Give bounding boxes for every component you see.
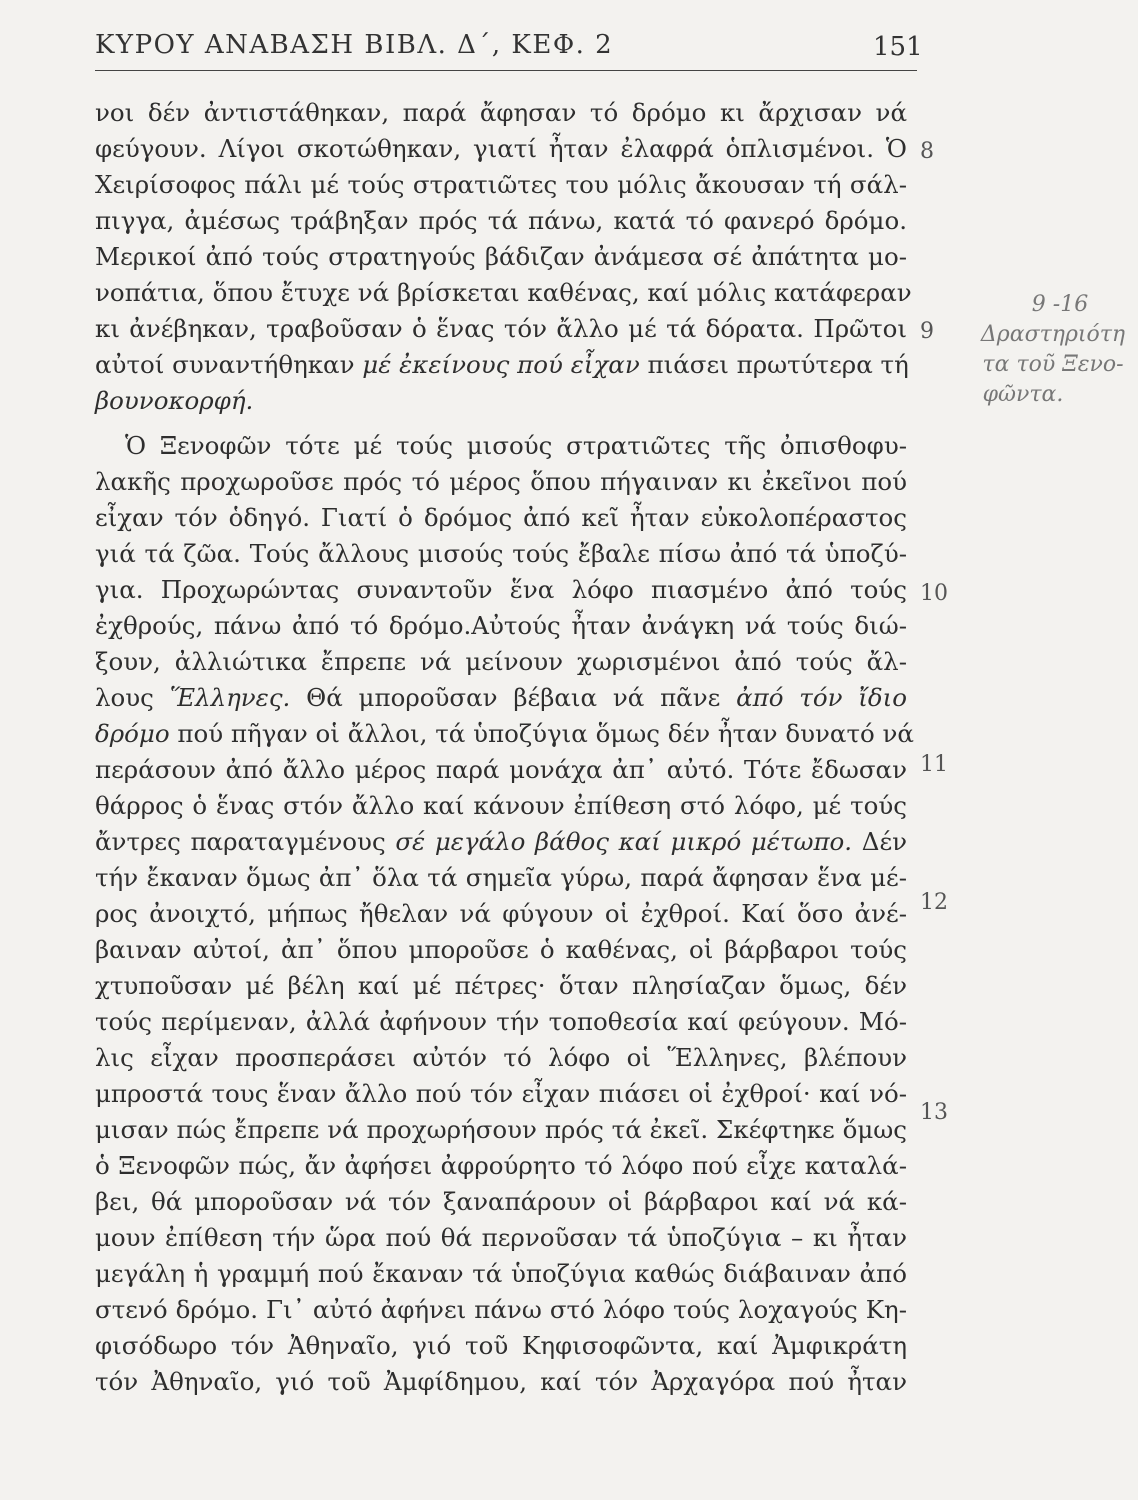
text-line: γιά τά ζῶα. Τούς ἄλλους μισούς τούς ἔβαλε πίσω ἀπό τά ὑποζύ- bbox=[95, 539, 907, 568]
side-note-line: Δραστηριότη bbox=[980, 322, 1126, 347]
text-line: νοπάτια, ὅπου ἔτυχε νά βρίσκεται καθένας, καί μόλις κατάφεραν bbox=[95, 278, 912, 307]
text-line: ἐχθρούς, πάνω ἀπό τό δρόμο.Αὐτούς ἦταν ἀνάγκη νά τούς διώ- bbox=[95, 611, 907, 640]
italic-span: μέ ἐκείνους πού εἶχαν bbox=[362, 350, 640, 379]
text-line: μισαν πώς ἔπρεπε νά προχωρήσουν πρός τά ἐκεῖ. Σκέφτηκε ὅμως bbox=[95, 1115, 907, 1144]
text-line: φισόδωρο τόν Ἀθηναῖο, γιό τοῦ Κηφισοφῶντα, καί Ἀμφικράτη bbox=[95, 1331, 907, 1360]
text-line bbox=[95, 347, 907, 383]
text-line: χτυποῦσαν μέ βέλη καί μέ πέτρες· ὅταν πλησίαζαν ὅμως, δέν bbox=[95, 971, 907, 1000]
margin-section-number: 10 bbox=[920, 581, 948, 606]
italic-span: βουνοκορφή. bbox=[95, 386, 254, 415]
text-line: τούς περίμεναν, ἀλλά ἀφήνουν τήν τοποθεσία καί φεύγουν. Μό- bbox=[95, 1007, 907, 1036]
margin-section-number: 13 bbox=[920, 1100, 948, 1125]
text-line: μπροστά τους ἕναν ἄλλο πού τόν εἶχαν πιάσει οἱ ἐχθροί· καί νό- bbox=[95, 1079, 907, 1108]
italic-span: Ἕλληνες. bbox=[169, 683, 291, 712]
text-line: νοι δέν ἀντιστάθηκαν, παρά ἄφησαν τό δρόμο κι ἄρχισαν νά bbox=[95, 98, 907, 127]
text-line: Χειρίσοφος πάλι μέ τούς στρατιῶτες του μόλις ἄκουσαν τή σάλ- bbox=[95, 170, 907, 199]
text-span: ἄντρες παραταγμένους bbox=[95, 827, 386, 856]
text-line bbox=[95, 824, 907, 860]
text-line: μεγάλη ἡ γραμμή πού ἔκαναν τά ὑποζύγια καθώς διάβαιναν ἀπό bbox=[95, 1259, 907, 1288]
text-span: πού πῆγαν οἱ ἄλλοι, τά ὑποζύγια ὅμως δέν ἦταν δυνατό νά bbox=[177, 719, 914, 748]
side-note-range: 9 -16 bbox=[1031, 292, 1089, 317]
header-rule bbox=[95, 70, 917, 71]
text-line: για. Προχωρώντας συναντοῦν ἕνα λόφο πιασμένο ἀπό τούς bbox=[95, 575, 907, 604]
text-span: πιάσει πρωτύτερα τή bbox=[647, 350, 909, 379]
text-line: κι ἀνέβηκαν, τραβοῦσαν ὁ ἕνας τόν ἄλλο μέ τά δόρατα. Πρῶτοι bbox=[95, 314, 907, 343]
text-line: τήν ἔκαναν ὅμως ἀπ᾽ ὅλα τά σημεῖα γύρω, παρά ἄφησαν ἕνα μέ- bbox=[95, 863, 907, 892]
text-line: Ὁ Ξενοφῶν τότε μέ τούς μισούς στρατιῶτες τῆς ὀπισθοφυ- bbox=[125, 431, 907, 460]
text-line: βαιναν αὐτοί, ἀπ᾽ ὅπου μποροῦσε ὁ καθένας, οἱ βάρβαροι τούς bbox=[95, 935, 907, 964]
text-line: ρος ἀνοιχτό, μήπως ἤθελαν νά φύγουν οἱ ἐχθροί. Καί ὅσο ἀνέ- bbox=[95, 899, 907, 928]
text-line: βει, θά μποροῦσαν νά τόν ξαναπάρουν οἱ βάρβαροι καί νά κά- bbox=[95, 1187, 907, 1216]
text-line: λις εἶχαν προσπεράσει αὐτόν τό λόφο οἱ Ἕλληνες, βλέπουν bbox=[95, 1043, 907, 1072]
text-line bbox=[95, 383, 907, 419]
italic-span: σέ μεγάλο βάθος καί μικρό μέτωπο. bbox=[395, 827, 853, 856]
text-line bbox=[95, 716, 914, 752]
text-line: τόν Ἀθηναῖο, γιό τοῦ Ἀμφίδημου, καί τόν Ἀρχαγόρα πού ἦταν bbox=[95, 1367, 907, 1396]
text-span: λους bbox=[95, 683, 154, 712]
text-line: λακῆς προχωροῦσε πρός τό μέρος ὅπου πήγαιναν κι ἐκεῖνοι πού bbox=[95, 467, 907, 496]
text-line: εἶχαν τόν ὁδηγό. Γιατί ὁ δρόμος ἀπό κεῖ ἦταν εὐκολοπέραστος bbox=[95, 503, 907, 532]
page-number: 151 bbox=[873, 32, 923, 62]
margin-section-number: 9 bbox=[920, 319, 934, 344]
text-span: αὐτοί συναντήθηκαν bbox=[95, 350, 355, 379]
running-header: ΚΥΡΟΥ ΑΝΑΒΑΣΗ ΒΙΒΛ. Δ΄, ΚΕΦ. 2 bbox=[95, 30, 614, 60]
text-line: στενό δρόμο. Γι᾽ αὐτό ἀφήνει πάνω στό λόφο τούς λοχαγούς Κη- bbox=[95, 1295, 907, 1324]
text-line: Μερικοί ἀπό τούς στρατηγούς βάδιζαν ἀνάμεσα σέ ἀπάτητα μο- bbox=[95, 242, 907, 271]
side-note-line: τα τοῦ Ξενο- bbox=[982, 352, 1124, 377]
text-line: μουν ἐπίθεση τήν ὥρα πού θά περνοῦσαν τά ὑποζύγια – κι ἦταν bbox=[95, 1223, 907, 1252]
side-note-line: φῶντα. bbox=[982, 382, 1064, 407]
text-line: θάρρος ὁ ἕνας στόν ἄλλο καί κάνουν ἐπίθεση στό λόφο, μέ τούς bbox=[95, 791, 907, 820]
text-span: Δέν bbox=[861, 827, 908, 856]
italic-span: δρόμο bbox=[95, 719, 170, 748]
margin-section-number: 8 bbox=[920, 139, 934, 164]
italic-span: ἀπό τόν ἴδιο bbox=[736, 683, 907, 712]
text-line: ὁ Ξενοφῶν πώς, ἄν ἀφήσει ἀφρούρητο τό λόφο πού εἶχε καταλά- bbox=[95, 1151, 907, 1180]
text-line: πιγγα, ἀμέσως τράβηξαν πρός τά πάνω, κατά τό φανερό δρόμο. bbox=[95, 206, 907, 235]
text-line: ξουν, ἀλλιώτικα ἔπρεπε νά μείνουν χωρισμένοι ἀπό τούς ἄλ- bbox=[95, 647, 907, 676]
margin-section-number: 11 bbox=[920, 752, 948, 777]
text-line: περάσουν ἀπό ἄλλο μέρος παρά μονάχα ἀπ᾽ αὐτό. Τότε ἔδωσαν bbox=[95, 755, 907, 784]
text-line bbox=[95, 680, 907, 716]
text-span: Θά μποροῦσαν βέβαια νά πᾶνε bbox=[306, 683, 721, 712]
text-line: φεύγουν. Λίγοι σκοτώθηκαν, γιατί ἦταν ἐλαφρά ὁπλισμένοι. Ὁ bbox=[95, 134, 907, 163]
margin-section-number: 12 bbox=[920, 890, 948, 915]
